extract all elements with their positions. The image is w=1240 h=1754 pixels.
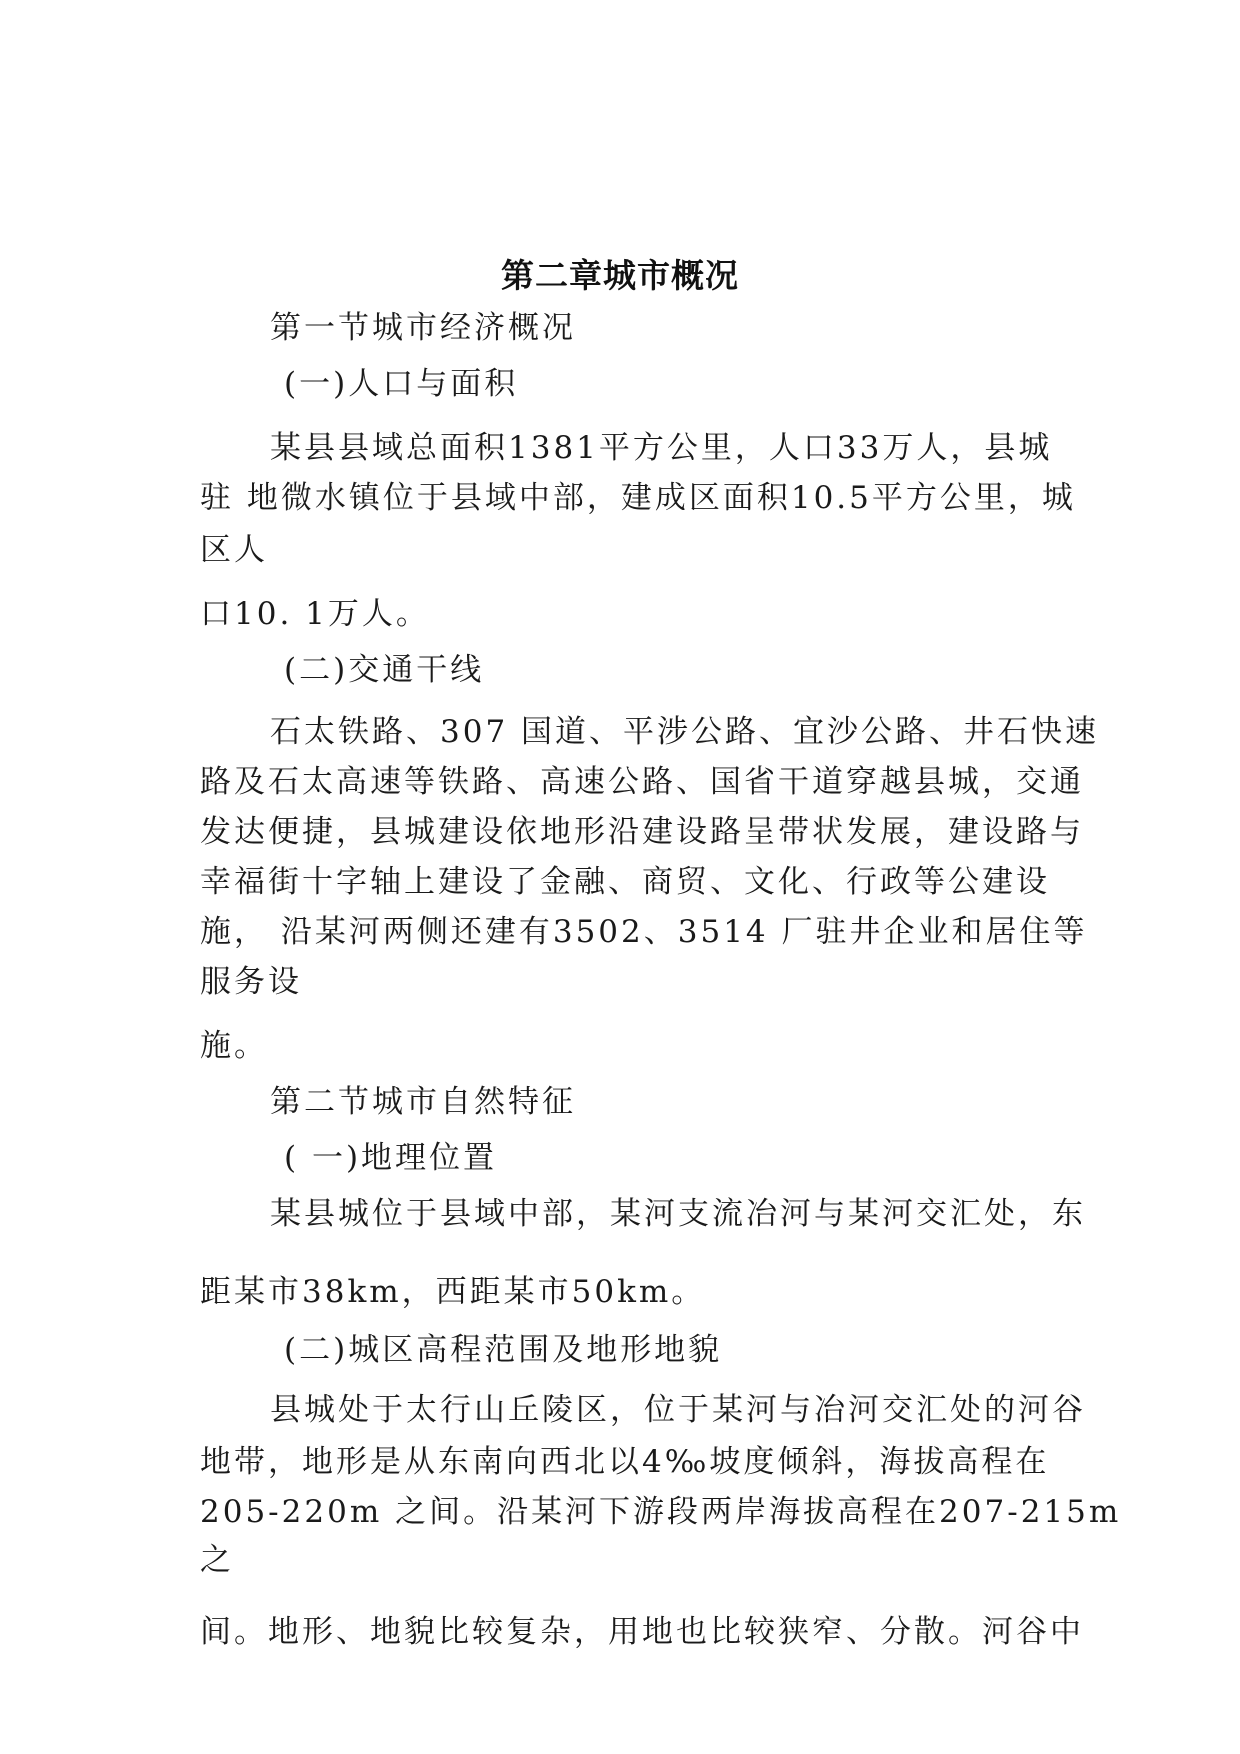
- body-line: 驻 地微水镇位于县域中部，建成区面积10.5平方公里，城: [200, 480, 1076, 516]
- body-line: 某县县域总面积1381平方公里，人口33万人，县城: [270, 430, 1053, 466]
- body-line: 施， 沿某河两侧还建有3502、3514 厂驻井企业和居住等: [200, 914, 1088, 950]
- body-line: 路及石太高速等铁路、高速公路、国省干道穿越县城，交通: [200, 764, 1084, 800]
- subsection-heading: (一)人口与面积: [284, 366, 519, 402]
- body-line: 地带，地形是从东南向西北以4‰坡度倾斜，海拔高程在: [200, 1444, 1050, 1480]
- subsection-heading: (二)城区高程范围及地形地貌: [284, 1332, 723, 1368]
- body-line: 服务设: [200, 964, 302, 1000]
- body-line: 距某市38km，西距某市50km。: [200, 1274, 706, 1310]
- body-line: 区人: [200, 532, 268, 568]
- body-line: 某县城位于县域中部，某河支流冶河与某河交汇处，东: [270, 1196, 1086, 1232]
- section-heading: 第一节城市经济概况: [270, 310, 576, 346]
- section-heading: 第二节城市自然特征: [270, 1084, 576, 1120]
- body-line: 施。: [200, 1028, 268, 1064]
- body-line: 县城处于太行山丘陵区，位于某河与冶河交汇处的河谷: [270, 1392, 1086, 1428]
- body-line: 石太铁路、307 国道、平涉公路、宜沙公路、井石快速: [270, 714, 1100, 750]
- body-line: 幸福街十字轴上建设了金融、商贸、文化、行政等公建设: [200, 864, 1050, 900]
- chapter-title: 第二章城市概况: [501, 256, 739, 295]
- body-line: 发达便捷，县城建设依地形沿建设路呈带状发展，建设路与: [200, 814, 1084, 850]
- body-line: 间。地形、地貌比较复杂，用地也比较狭窄、分散。河谷中: [200, 1614, 1084, 1650]
- body-line: 口10. 1万人。: [200, 596, 430, 632]
- body-line: 之: [200, 1542, 234, 1578]
- body-line: 205-220m 之间。沿某河下游段两岸海拔高程在207-215m: [200, 1494, 1122, 1530]
- subsection-heading: ( 一)地理位置: [284, 1140, 498, 1176]
- subsection-heading: (二)交通干线: [284, 652, 485, 688]
